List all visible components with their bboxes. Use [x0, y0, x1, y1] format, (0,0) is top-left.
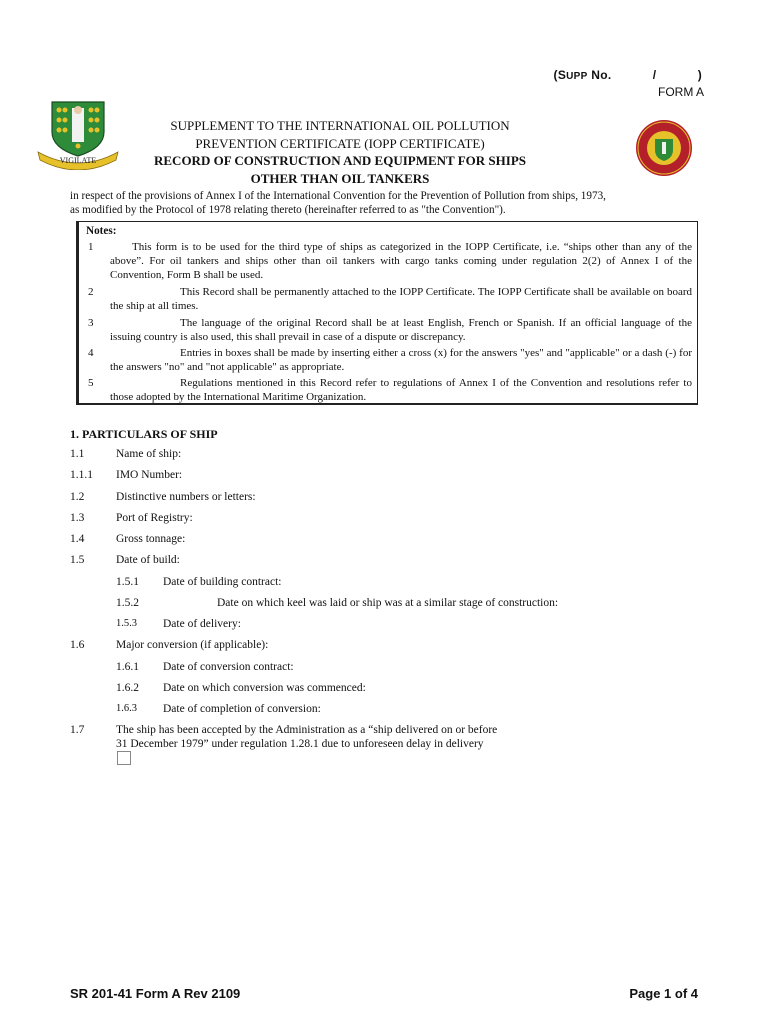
- field-number: 1.1.1: [70, 469, 93, 481]
- note-item: [86, 316, 692, 344]
- note-number: 1: [88, 241, 94, 253]
- registry-seal-icon: [634, 118, 694, 178]
- note-item: [86, 376, 692, 404]
- notes-title: Notes:: [86, 225, 117, 237]
- intro-line-1: in respect of the provisions of Annex I of the International Convention for the Prevention of Pollution from ships, 1973,: [70, 190, 606, 202]
- field-number: 1.5.2: [116, 597, 139, 609]
- field-number: 1.5.3: [116, 618, 137, 629]
- field-label: Distinctive numbers or letters:: [116, 491, 256, 503]
- field-number: 1.6.2: [116, 682, 139, 694]
- field-number: 1.2: [70, 491, 85, 503]
- intro-line-2: as modified by the Protocol of 1978 relating thereto (hereinafter referred to as "the Convention").: [70, 204, 506, 216]
- field-label: Date of build:: [116, 554, 180, 566]
- title-line-1: SUPPLEMENT TO THE INTERNATIONAL OIL POLLUTION: [170, 118, 510, 133]
- note-number: 5: [88, 377, 94, 389]
- supplement-number: [554, 68, 702, 82]
- section-heading: 1. PARTICULARS OF SHIP: [70, 427, 218, 441]
- field-label: Date on which conversion was commenced:: [163, 682, 366, 694]
- field-label-continued: 31 December 1979” under regulation 1.28.1 due to unforeseen delay in delivery: [116, 738, 484, 750]
- field-label: Date of delivery:: [163, 618, 241, 630]
- supp-close: ): [697, 68, 702, 82]
- note-item: [86, 346, 692, 374]
- intro-text: [70, 189, 710, 217]
- form-label: FORM A: [657, 85, 704, 99]
- title-line-2: PREVENTION CERTIFICATE (IOPP CERTIFICATE): [195, 136, 485, 151]
- form-reference: SR 201-41 Form A Rev 2109: [70, 986, 241, 1001]
- supp-slash: /: [652, 68, 657, 82]
- field-label: The ship has been accepted by the Administration as a “ship delivered on or before: [116, 724, 498, 736]
- field-label: Major conversion (if applicable):: [116, 639, 269, 651]
- note-text: This Record shall be permanently attached to the IOPP Certificate. The IOPP Certificate shall be available on board the ship at all times.: [110, 286, 692, 312]
- field-label: Date of conversion contract:: [163, 661, 294, 673]
- field-number: 1.5: [70, 554, 85, 566]
- crest-motto: VIGILATE: [59, 156, 97, 165]
- coat-of-arms-icon: [36, 98, 120, 170]
- field-label: Gross tonnage:: [116, 533, 186, 545]
- note-text: The language of the original Record shall be at least English, French or Spanish. If an official language of the issuing country is also used, this shall prevail in case of a dispute or discrepancy.: [110, 317, 692, 343]
- field-number: 1.6: [70, 639, 85, 651]
- title-line-4: OTHER THAN OIL TANKERS: [250, 171, 430, 186]
- note-text: Regulations mentioned in this Record refer to regulations of Annex I of the Convention and resolutions refer to those adopted by the International Maritime Organization.: [110, 377, 692, 403]
- note-item: [86, 240, 692, 282]
- field-number: 1.5.1: [116, 576, 139, 588]
- delivery-delay-checkbox[interactable]: [117, 751, 131, 765]
- field-number: 1.7: [70, 724, 85, 736]
- field-label: Date on which keel was laid or ship was at a similar stage of construction:: [217, 597, 559, 609]
- field-label: Date of building contract:: [163, 576, 282, 588]
- note-text: Entries in boxes shall be made by inserting either a cross (x) for the answers "yes" and "applicable" or a dash (-) for the answers "no" and "not applicable" as appropriate.: [110, 347, 692, 373]
- field-number: 1.6.3: [116, 703, 137, 714]
- field-number: 1.3: [70, 512, 85, 524]
- supp-label: (SUPP No.: [553, 68, 612, 82]
- field-label: Port of Registry:: [116, 512, 193, 524]
- field-label: IMO Number:: [116, 469, 183, 481]
- note-item: [86, 285, 692, 313]
- note-text: This form is to be used for the third type of ships as categorized in the IOPP Certificate, i.e. “ships other than any of the above”. For oil tankers and ships other than oil tankers with cargo tanks coming under regulation 2(2) of Annex I of the Convention, Form B shall be used.: [110, 241, 692, 281]
- page-number: Page 1 of 4: [629, 986, 698, 1001]
- field-label: Date of completion of conversion:: [163, 703, 321, 715]
- note-number: 3: [88, 317, 94, 329]
- field-number: 1.4: [70, 533, 85, 545]
- field-label: Name of ship:: [116, 448, 182, 460]
- field-number: 1.6.1: [116, 661, 139, 673]
- title-line-3: RECORD OF CONSTRUCTION AND EQUIPMENT FOR SHIPS: [154, 153, 526, 168]
- note-number: 4: [88, 347, 94, 359]
- field-number: 1.1: [70, 448, 85, 460]
- note-number: 2: [88, 286, 94, 298]
